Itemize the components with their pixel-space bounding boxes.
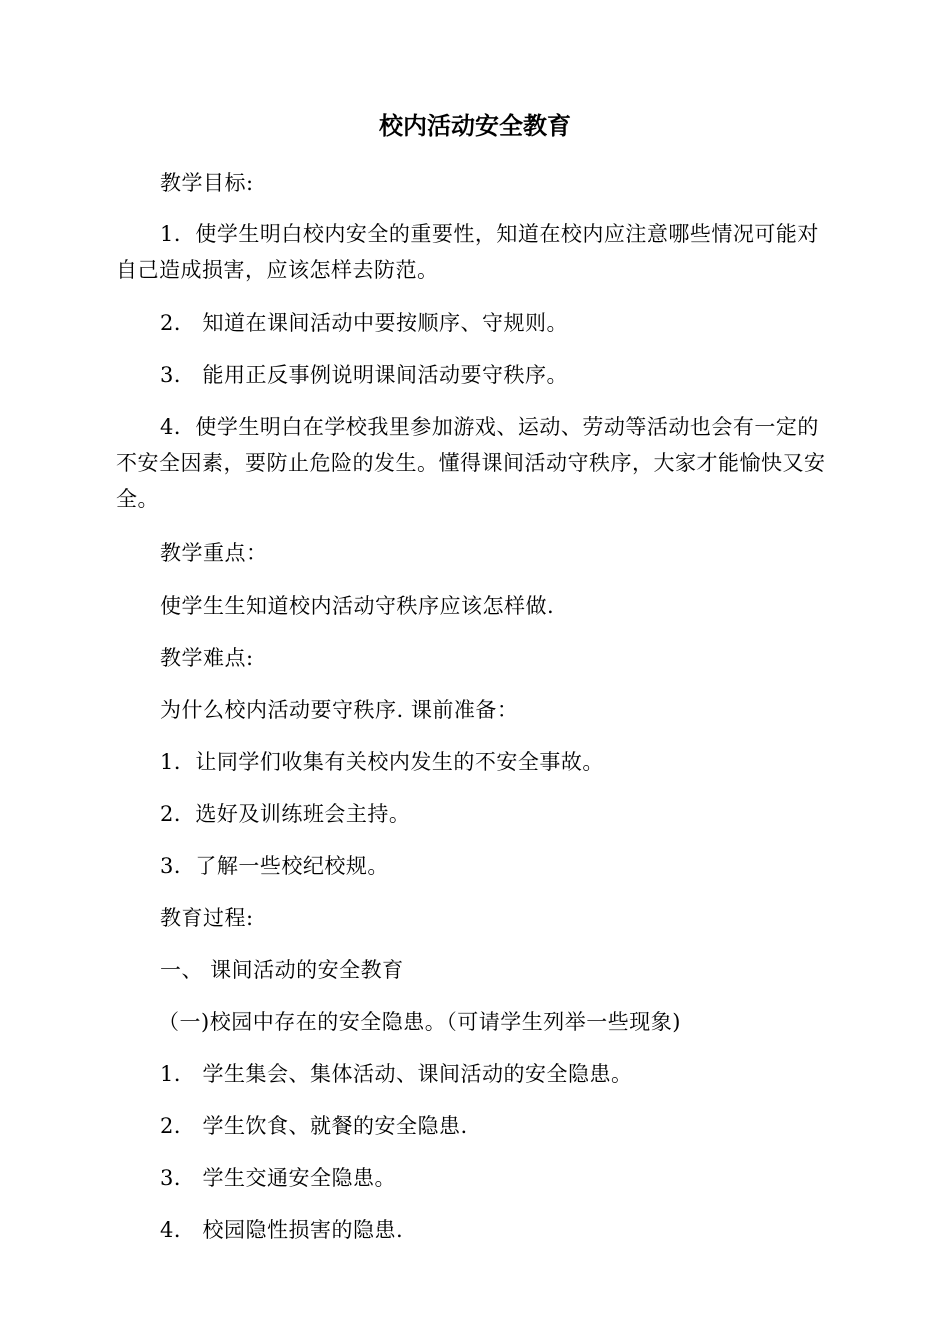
paragraph-subsection-1: （一)校园中存在的安全隐患。（可请学生列举一些现象) bbox=[158, 1010, 681, 1034]
paragraph-objectives-heading: 教学目标: bbox=[160, 171, 254, 195]
paragraph-prep-3: 3．了解一些校纪校规。 bbox=[160, 854, 389, 878]
paragraph-objective-3: 3． 能用正反事例说明课间活动要守秩序。 bbox=[160, 363, 569, 387]
paragraph-process-heading: 教育过程: bbox=[160, 906, 254, 930]
paragraph-key-points: 使学生生知道校内活动守秩序应该怎样做. bbox=[160, 594, 555, 618]
paragraph-objective-2: 2． 知道在课间活动中要按顺序、守规则。 bbox=[160, 311, 569, 335]
paragraph-key-points-heading: 教学重点： bbox=[160, 541, 268, 565]
paragraph-hazard-2: 2． 学生饮食、就餐的安全隐患. bbox=[160, 1114, 468, 1138]
paragraph-objective-1: 1．使学生明白校内安全的重要性，知道在校内应注意哪些情况可能对自己造成损害，应该怎样去防范。 bbox=[116, 222, 819, 282]
document-title: 校内活动安全教育 bbox=[379, 111, 571, 140]
paragraph-hazard-3: 3． 学生交通安全隐患。 bbox=[160, 1166, 397, 1190]
paragraph-hazard-1: 1． 学生集会、集体活动、课间活动的安全隐患。 bbox=[160, 1062, 633, 1086]
paragraph-objective-4: 4．使学生明白在学校我里参加游戏、运动、劳动等活动也会有一定的不安全因素，要防止危险的发生。懂得课间活动守秩序，大家才能愉快又安全。 bbox=[116, 415, 826, 511]
paragraph-difficulties: 为什么校内活动要守秩序. 课前准备： bbox=[160, 698, 519, 722]
paragraph-section-1-heading: 一、 课间活动的安全教育 bbox=[160, 958, 404, 982]
paragraph-prep-2: 2．选好及训练班会主持。 bbox=[160, 802, 411, 826]
paragraph-prep-1: 1．让同学们收集有关校内发生的不安全事故。 bbox=[160, 750, 604, 774]
paragraph-hazard-4: 4． 校园隐性损害的隐患. bbox=[160, 1218, 404, 1242]
paragraph-difficulties-heading: 教学难点: bbox=[160, 646, 254, 670]
